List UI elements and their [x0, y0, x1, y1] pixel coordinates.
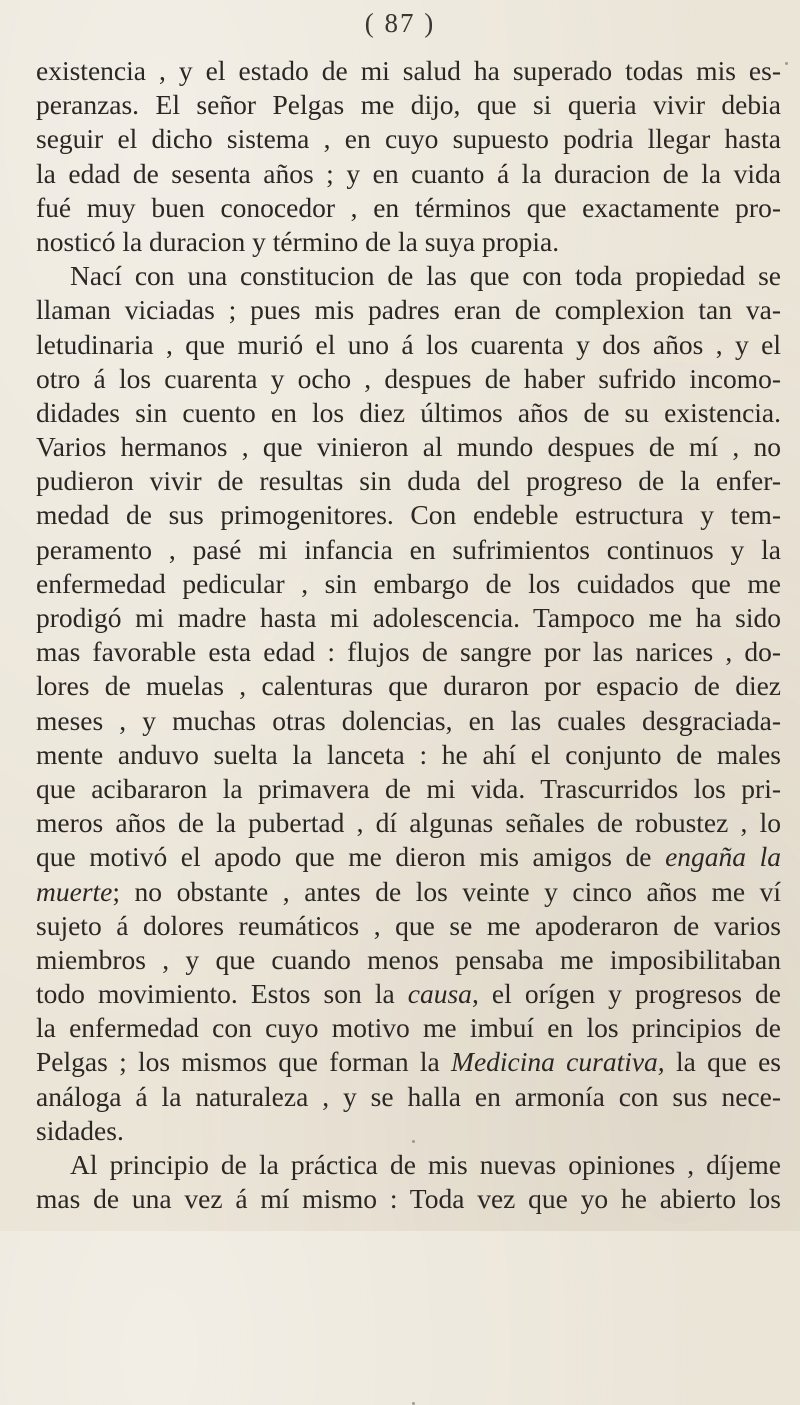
text-line [36, 1045, 781, 1079]
text-line [36, 875, 781, 909]
text-line: fué muy buen conocedor , en términos que exactamente pro- [36, 191, 781, 223]
paragraph-start-line: Al principio de la práctica de mis nuevas opiniones , díjeme [70, 1149, 781, 1180]
text-line [36, 840, 781, 874]
text-line: meses , y muchas otras dolencias, en las cuales desgraciada- [36, 704, 781, 736]
text-line: pudieron vivir de resultas sin duda del progreso de la enfer- [36, 465, 781, 497]
text-line: mas de una vez á mí mismo : Toda vez que yo he abierto los [36, 1183, 781, 1215]
paper-speck [412, 1140, 415, 1143]
text-line: lores de muelas , calenturas que duraron por espacio de diez [36, 670, 781, 702]
text-line: peranzas. El señor Pelgas me dijo, que si queria vivir debia [36, 89, 781, 121]
text-line: meros años de la pubertad , dí algunas señales de robustez , lo [36, 807, 781, 839]
text-line: medad de sus primogenitores. Con endeble estructura y tem- [36, 499, 781, 531]
text-line [36, 977, 781, 1011]
text-segment: la que es [675, 1046, 781, 1078]
text-line: mas favorable esta edad : flujos de sangre por las narices , do- [36, 636, 781, 668]
text-line: miembros , y que cuando menos pensaba me imposibilitaban [36, 943, 781, 975]
text-line: que acibararon la primavera de mi vida. Trascurridos los pri- [36, 772, 781, 804]
text-line: otro á los cuarenta y ocho , despues de haber sufrido incomo- [36, 362, 781, 394]
italic-text: engaña la [665, 841, 781, 873]
text-segment: , el orígen y progresos de [471, 978, 781, 1010]
text-line: enfermedad pedicular , sin embargo de los cuidados que me [36, 567, 781, 599]
paragraph-start-line: Nací con una constitucion de las que con toda propiedad se [70, 260, 781, 292]
body-text [36, 54, 781, 1216]
text-line: peramento , pasé mi infancia en sufrimientos continuos y la [36, 533, 781, 565]
text-segment: Pelgas ; los mismos que forman la [36, 1046, 440, 1078]
text-line: letudinaria , que murió el uno á los cuarenta y dos años , y el [36, 328, 781, 360]
text-segment: todo movimiento. Estos son la [36, 978, 395, 1010]
italic-text: Medicina curativa, [451, 1046, 665, 1078]
text-line: sujeto á dolores reumáticos , que se me apoderaron de varios [36, 909, 781, 941]
text-line: nosticó la duracion y término de la suya propia. [36, 225, 560, 257]
text-segment: ; no obstante , antes de los veinte y cinco años me ví [112, 875, 781, 907]
text-line: Varios hermanos , que vinieron al mundo despues de mí , no [36, 431, 781, 463]
paper-speck [785, 62, 788, 65]
text-line: existencia , y el estado de mi salud ha superado todas mis es- [36, 55, 781, 86]
italic-text: causa [407, 978, 472, 1010]
page-number: ( 87 ) [364, 8, 436, 38]
text-line: mente anduvo suelta la lanceta : he ahí el conjunto de males [36, 738, 781, 770]
text-line: seguir el dicho sistema , en cuyo supuesto podria llegar hasta [36, 123, 781, 155]
text-line: prodigó mi madre hasta mi adolescencia. Tampoco me ha sido [36, 602, 781, 633]
text-line: llaman viciadas ; pues mis padres eran de complexion tan va- [36, 294, 781, 326]
text-line: la enfermedad con cuyo motivo me imbuí en los principios de [36, 1012, 781, 1044]
text-line: didades sin cuento en los diez últimos años de su existencia. [36, 396, 781, 428]
text-segment: que motivó el apodo que me dieron mis amigos de [36, 841, 652, 873]
text-line: sidades. [36, 1114, 124, 1146]
italic-text: muerte [36, 875, 113, 907]
text-line: la edad de sesenta años ; y en cuanto á la duracion de la vida [36, 157, 781, 189]
text-line: análoga á la naturaleza , y se halla en armonía con sus nece- [36, 1080, 781, 1112]
